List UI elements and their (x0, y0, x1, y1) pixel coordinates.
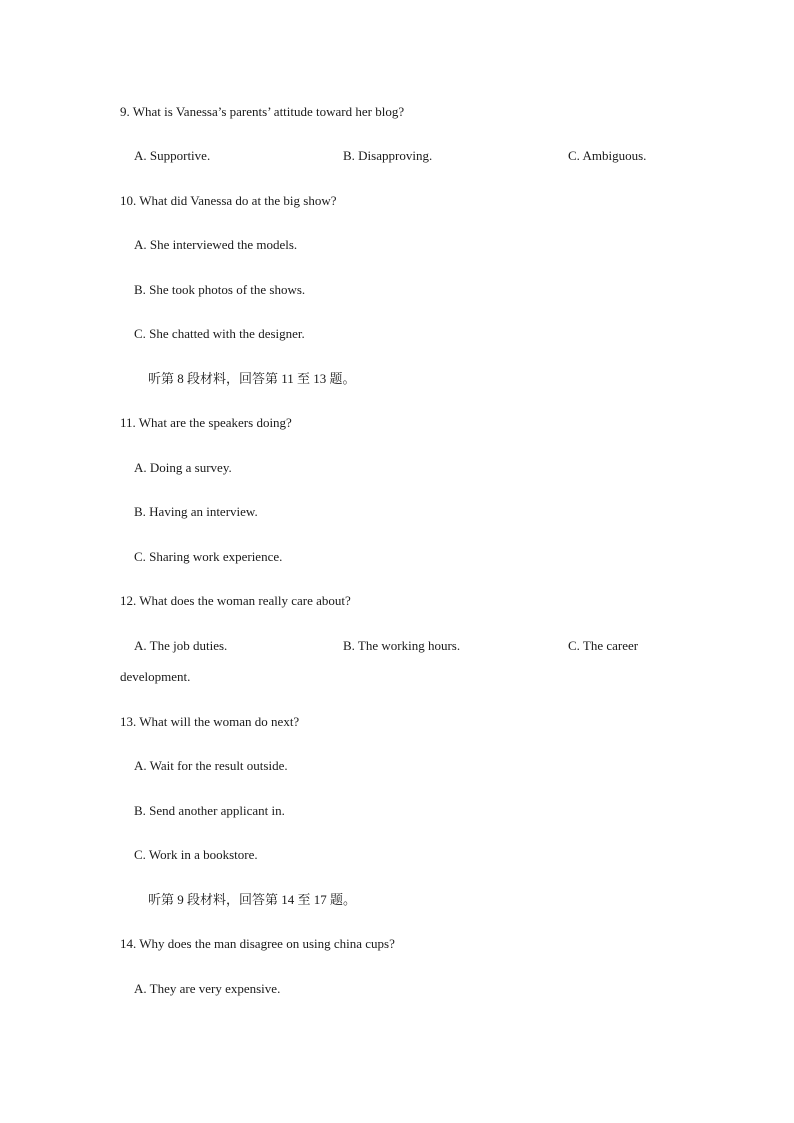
question-11-option-b: B. Having an interview. (134, 504, 258, 519)
question-11: 11. What are the speakers doing? (120, 415, 292, 430)
section-8-instruction: 听第 8 段材料，回答第 11 至 13 题。 (148, 371, 356, 386)
question-10-option-c: C. She chatted with the designer. (134, 326, 305, 341)
question-9: 9. What is Vanessa’s parents’ attitude toward her blog? (120, 104, 405, 119)
question-9-option-a: A. Supportive. (134, 148, 211, 163)
question-10: 10. What did Vanessa do at the big show? (120, 193, 337, 208)
question-12-option-c-continued: development. (120, 669, 191, 684)
question-12-option-a: A. The job duties. (134, 638, 228, 653)
question-11-option-a: A. Doing a survey. (134, 460, 232, 475)
question-13-option-b: B. Send another applicant in. (134, 803, 285, 818)
question-10-option-a: A. She interviewed the models. (134, 237, 298, 252)
question-14: 14. Why does the man disagree on using china cups? (120, 936, 395, 951)
question-13-option-c: C. Work in a bookstore. (134, 847, 258, 862)
question-9-option-c: C. Ambiguous. (568, 148, 647, 163)
question-12-option-b: B. The working hours. (343, 638, 461, 653)
question-13: 13. What will the woman do next? (120, 714, 300, 729)
question-14-option-a: A. They are very expensive. (134, 981, 281, 996)
section-9-instruction: 听第 9 段材料，回答第 14 至 17 题。 (148, 892, 357, 907)
question-12: 12. What does the woman really care about? (120, 593, 351, 608)
question-12-option-c: C. The career (568, 638, 639, 653)
question-13-option-a: A. Wait for the result outside. (134, 758, 288, 773)
question-9-option-b: B. Disapproving. (343, 148, 433, 163)
question-10-option-b: B. She took photos of the shows. (134, 282, 306, 297)
question-11-option-c: C. Sharing work experience. (134, 549, 283, 564)
